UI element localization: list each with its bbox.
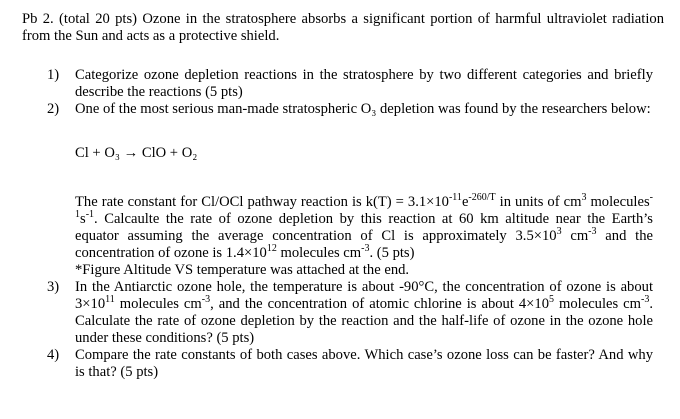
question-text: Compare the rate constants of both cases above. Which case’s ozone loss can be faster? And why is that? (5 pts) bbox=[75, 347, 653, 380]
question-number: 1) bbox=[47, 67, 60, 83]
question-number: 4) bbox=[47, 347, 60, 363]
problem-intro: Pb 2. (total 20 pts) Ozone in the stratosphere absorbs a significant portion of harmful ultraviolet radiation from the Sun and acts as a protective shield. bbox=[22, 11, 664, 44]
question-list bbox=[0, 67, 680, 381]
question-number: 3) bbox=[47, 279, 60, 295]
question-text: One of the most serious man-made stratospheric O₃ depletion was found by the researchers below: bbox=[75, 101, 651, 117]
question-3 bbox=[0, 279, 653, 347]
question-1 bbox=[0, 67, 653, 101]
rate-constant-paragraph: The rate constant for Cl/OCl pathway reaction is $k(T) = 3.1\times 10^{-11}e^{-260/T}$ in units of $cm^3$ $molecules^{-1}s^{-1}$. Calcaulte the rate of ozone depletion by this reaction at 60 km altitude near the Earth’s equator assuming the average concentration of Cl is approximately $3.5\times 10^3$ $cm^{-3}$ and the concentration of ozone is $1.4\times 10^{12}$ molecules $cm^{-3}$. (5 pts) bbox=[75, 192, 653, 261]
question-number: 2) bbox=[47, 101, 60, 117]
reaction-equation: Cl + O₃ → ClO + O₂ bbox=[75, 145, 198, 161]
question-text: In the Antiarctic ozone hole, the temperature is about -90°C, the concentration of ozone is about $3\times 10^{11}$ molecules $cm^{-3}$, and the concentration of atomic chlorine is about $4\times 10^5$ molecules $cm^{-3}$. Calculate the rate of ozone depletion by the reaction and the half-life of ozone in the ozone hole under these conditions? (5 pts) bbox=[75, 279, 654, 346]
question-2 bbox=[0, 101, 653, 279]
question-4 bbox=[0, 347, 653, 381]
figure-note: *Figure Altitude VS temperature was attached at the end. bbox=[75, 262, 410, 278]
question-text: Categorize ozone depletion reactions in the stratosphere by two different categories and briefly describe the reactions (5 pts) bbox=[75, 67, 653, 100]
